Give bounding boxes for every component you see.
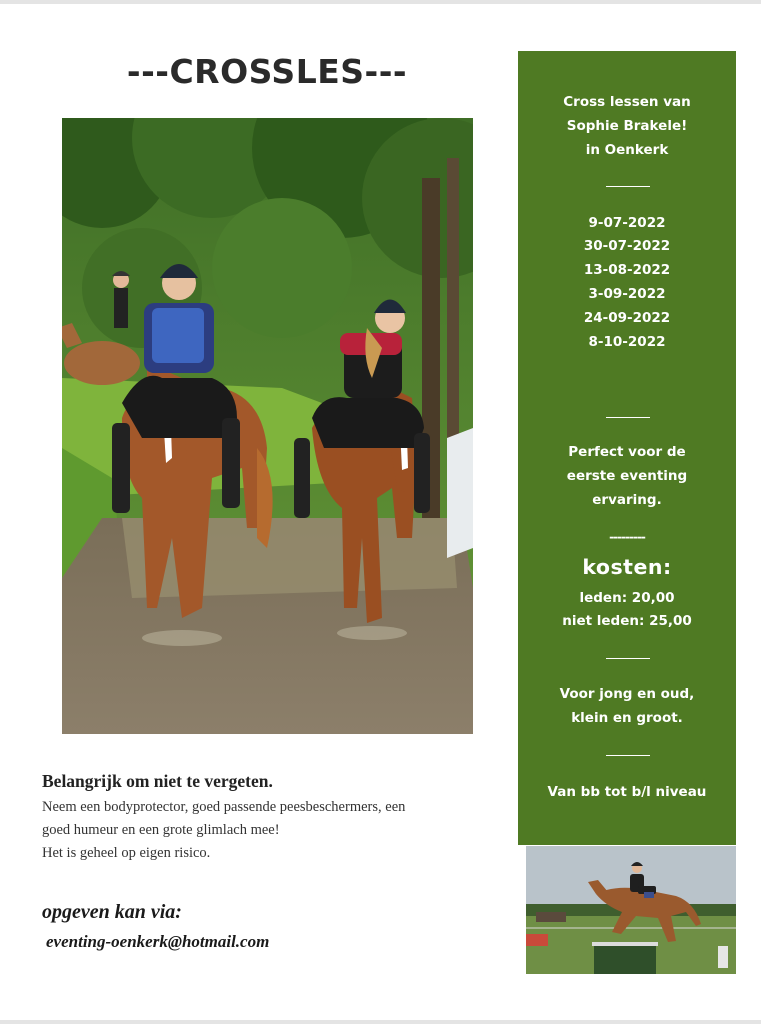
- info-line: goed humeur en een grote glimlach mee!: [42, 822, 280, 838]
- signup-heading: opgeven kan via:: [42, 901, 182, 923]
- panel-perfect-line: ervaring.: [592, 492, 662, 508]
- main-photo-illustration: [62, 118, 473, 734]
- audience-line: klein en groot.: [571, 710, 683, 726]
- signup-email: eventing-oenkerk@hotmail.com: [46, 932, 270, 951]
- panel-intro-line: Sophie Brakele!: [566, 118, 688, 134]
- lesson-date: 24-09-2022: [583, 310, 671, 326]
- audience-line: Voor jong en oud,: [559, 686, 695, 702]
- level-line: Van bb tot b/l niveau: [547, 784, 707, 800]
- panel-perfect-line: Perfect voor de: [568, 444, 686, 460]
- cost-line: niet leden: 25,00: [562, 613, 692, 629]
- panel-intro-line: in Oenkerk: [585, 142, 669, 158]
- lesson-date: 3-09-2022: [588, 286, 666, 302]
- bottom-border: [0, 1020, 761, 1024]
- lesson-info-panel: [518, 51, 736, 845]
- costs-heading: kosten:: [582, 555, 672, 579]
- panel-perfect-line: eerste eventing: [566, 468, 688, 484]
- lesson-date: 13-08-2022: [583, 262, 671, 278]
- panel-divider: [606, 417, 650, 418]
- panel-dash-separator: ---------: [609, 530, 645, 544]
- info-line: Neem een bodyprotector, goed passende peesbeschermers, een: [42, 799, 406, 815]
- panel-divider: [606, 186, 650, 187]
- lesson-date: 8-10-2022: [588, 334, 666, 350]
- info-heading: Belangrijk om niet te vergeten.: [42, 771, 273, 791]
- lesson-date: 30-07-2022: [583, 238, 671, 254]
- top-border: [0, 0, 761, 4]
- lesson-date: 9-07-2022: [588, 215, 666, 231]
- small-photo-horse-jumping: [526, 846, 736, 974]
- panel-divider: [606, 658, 650, 659]
- info-line: Het is geheel op eigen risico.: [42, 845, 211, 861]
- panel-divider: [606, 755, 650, 756]
- main-photo-riders-in-water: [62, 118, 473, 734]
- cost-line: leden: 20,00: [579, 590, 675, 606]
- page-title: ---CROSSLES---: [126, 52, 408, 91]
- small-photo-illustration: [526, 846, 736, 974]
- panel-intro-line: Cross lessen van: [563, 94, 691, 110]
